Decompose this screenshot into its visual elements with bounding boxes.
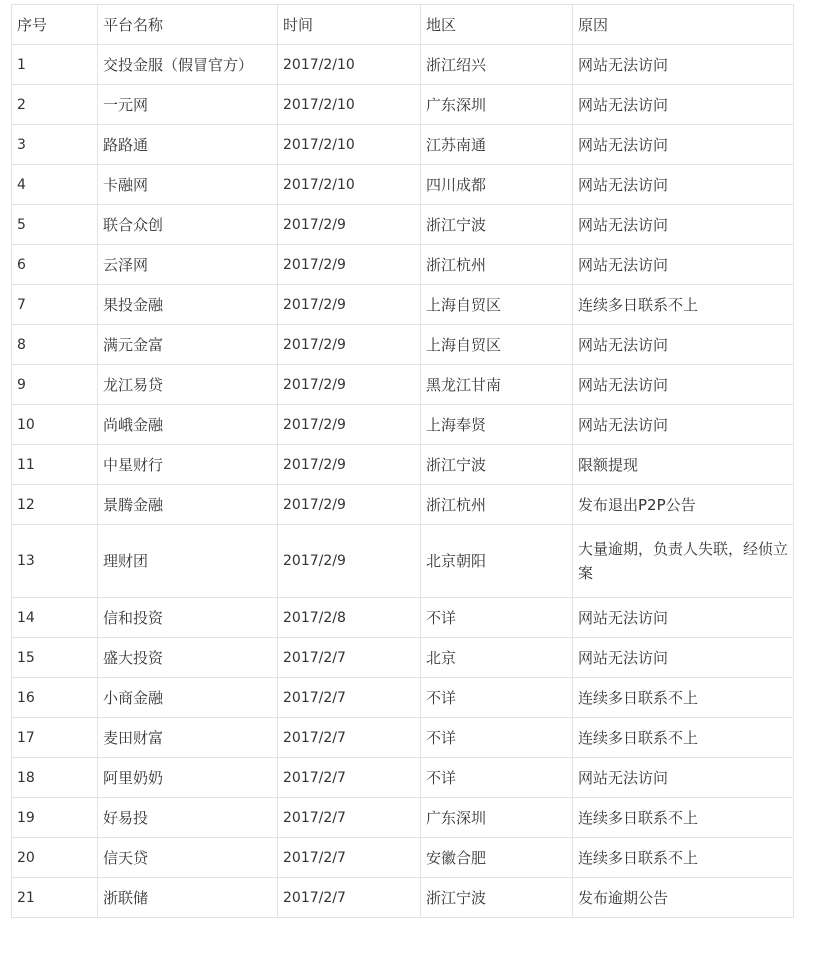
cell-reason: 网站无法访问 [573, 205, 794, 245]
cell-region: 上海奉贤 [421, 405, 573, 445]
table-row [12, 45, 794, 85]
cell-reason: 网站无法访问 [573, 85, 794, 125]
cell-reason: 网站无法访问 [573, 405, 794, 445]
platform-table [11, 4, 794, 918]
header-time: 时间 [278, 5, 421, 45]
cell-region: 不详 [421, 678, 573, 718]
table-row [12, 798, 794, 838]
cell-index: 20 [12, 838, 98, 878]
cell-time: 2017/2/9 [278, 405, 421, 445]
table-row [12, 245, 794, 285]
cell-platform: 信和投资 [98, 598, 278, 638]
table-row [12, 405, 794, 445]
cell-platform: 尚峨金融 [98, 405, 278, 445]
cell-region: 安徽合肥 [421, 838, 573, 878]
table-container [11, 4, 794, 918]
table-row [12, 445, 794, 485]
cell-reason: 连续多日联系不上 [573, 678, 794, 718]
cell-time: 2017/2/9 [278, 445, 421, 485]
cell-region: 上海自贸区 [421, 325, 573, 365]
cell-index: 10 [12, 405, 98, 445]
cell-platform: 阿里奶奶 [98, 758, 278, 798]
cell-index: 7 [12, 285, 98, 325]
cell-reason: 连续多日联系不上 [573, 718, 794, 758]
cell-region: 上海自贸区 [421, 285, 573, 325]
cell-index: 5 [12, 205, 98, 245]
table-row [12, 678, 794, 718]
table-row [12, 838, 794, 878]
cell-platform: 一元网 [98, 85, 278, 125]
cell-region: 不详 [421, 758, 573, 798]
cell-time: 2017/2/7 [278, 838, 421, 878]
cell-platform: 浙联储 [98, 878, 278, 918]
cell-region: 浙江杭州 [421, 485, 573, 525]
table-row [12, 598, 794, 638]
table-row [12, 638, 794, 678]
cell-reason: 网站无法访问 [573, 758, 794, 798]
cell-index: 11 [12, 445, 98, 485]
cell-reason: 网站无法访问 [573, 245, 794, 285]
cell-region: 不详 [421, 598, 573, 638]
cell-time: 2017/2/10 [278, 165, 421, 205]
cell-platform: 路路通 [98, 125, 278, 165]
table-row [12, 285, 794, 325]
cell-reason: 连续多日联系不上 [573, 285, 794, 325]
cell-index: 2 [12, 85, 98, 125]
table-row [12, 758, 794, 798]
cell-reason: 网站无法访问 [573, 125, 794, 165]
cell-reason: 连续多日联系不上 [573, 798, 794, 838]
cell-time: 2017/2/9 [278, 325, 421, 365]
cell-index: 18 [12, 758, 98, 798]
table-row [12, 85, 794, 125]
cell-platform: 理财团 [98, 525, 278, 598]
cell-index: 15 [12, 638, 98, 678]
cell-reason: 发布逾期公告 [573, 878, 794, 918]
header-row [12, 5, 794, 45]
cell-platform: 龙江易贷 [98, 365, 278, 405]
table-row [12, 485, 794, 525]
cell-platform: 卡融网 [98, 165, 278, 205]
cell-region: 江苏南通 [421, 125, 573, 165]
cell-index: 8 [12, 325, 98, 365]
cell-reason: 网站无法访问 [573, 45, 794, 85]
cell-index: 4 [12, 165, 98, 205]
cell-index: 12 [12, 485, 98, 525]
table-row [12, 878, 794, 918]
cell-time: 2017/2/9 [278, 205, 421, 245]
header-index: 序号 [12, 5, 98, 45]
table-row [12, 165, 794, 205]
cell-region: 广东深圳 [421, 85, 573, 125]
cell-time: 2017/2/9 [278, 245, 421, 285]
cell-index: 3 [12, 125, 98, 165]
cell-platform: 联合众创 [98, 205, 278, 245]
cell-platform: 景腾金融 [98, 485, 278, 525]
cell-time: 2017/2/9 [278, 485, 421, 525]
table-row [12, 718, 794, 758]
cell-region: 浙江宁波 [421, 878, 573, 918]
cell-reason: 发布退出P2P公告 [573, 485, 794, 525]
table-row [12, 325, 794, 365]
cell-index: 1 [12, 45, 98, 85]
cell-platform: 小商金融 [98, 678, 278, 718]
cell-time: 2017/2/9 [278, 285, 421, 325]
header-reason: 原因 [573, 5, 794, 45]
cell-region: 黑龙江甘南 [421, 365, 573, 405]
cell-platform: 好易投 [98, 798, 278, 838]
cell-index: 16 [12, 678, 98, 718]
cell-platform: 麦田财富 [98, 718, 278, 758]
cell-region: 广东深圳 [421, 798, 573, 838]
cell-time: 2017/2/9 [278, 525, 421, 598]
cell-reason: 网站无法访问 [573, 598, 794, 638]
cell-reason: 限额提现 [573, 445, 794, 485]
cell-reason: 网站无法访问 [573, 638, 794, 678]
cell-index: 21 [12, 878, 98, 918]
cell-reason: 网站无法访问 [573, 165, 794, 205]
cell-platform: 云泽网 [98, 245, 278, 285]
cell-region: 浙江宁波 [421, 445, 573, 485]
cell-time: 2017/2/7 [278, 878, 421, 918]
table-row [12, 525, 794, 598]
cell-region: 浙江杭州 [421, 245, 573, 285]
cell-time: 2017/2/7 [278, 718, 421, 758]
cell-time: 2017/2/9 [278, 365, 421, 405]
cell-time: 2017/2/7 [278, 798, 421, 838]
header-platform: 平台名称 [98, 5, 278, 45]
cell-platform: 中星财行 [98, 445, 278, 485]
cell-reason: 连续多日联系不上 [573, 838, 794, 878]
cell-region: 浙江宁波 [421, 205, 573, 245]
cell-time: 2017/2/10 [278, 125, 421, 165]
cell-time: 2017/2/10 [278, 85, 421, 125]
cell-reason: 大量逾期，负责人失联，经侦立案 [573, 525, 794, 598]
cell-index: 9 [12, 365, 98, 405]
cell-platform: 满元金富 [98, 325, 278, 365]
table-row [12, 205, 794, 245]
cell-index: 14 [12, 598, 98, 638]
cell-region: 浙江绍兴 [421, 45, 573, 85]
cell-index: 19 [12, 798, 98, 838]
cell-platform: 信天贷 [98, 838, 278, 878]
cell-platform: 盛大投资 [98, 638, 278, 678]
table-row [12, 365, 794, 405]
cell-time: 2017/2/10 [278, 45, 421, 85]
cell-reason: 网站无法访问 [573, 365, 794, 405]
cell-time: 2017/2/8 [278, 598, 421, 638]
cell-reason: 网站无法访问 [573, 325, 794, 365]
cell-region: 不详 [421, 718, 573, 758]
cell-index: 13 [12, 525, 98, 598]
cell-time: 2017/2/7 [278, 638, 421, 678]
cell-time: 2017/2/7 [278, 758, 421, 798]
cell-region: 四川成都 [421, 165, 573, 205]
cell-platform: 交投金服（假冒官方） [98, 45, 278, 85]
cell-platform: 果投金融 [98, 285, 278, 325]
cell-index: 17 [12, 718, 98, 758]
cell-region: 北京朝阳 [421, 525, 573, 598]
header-region: 地区 [421, 5, 573, 45]
cell-index: 6 [12, 245, 98, 285]
table-row [12, 125, 794, 165]
cell-region: 北京 [421, 638, 573, 678]
cell-time: 2017/2/7 [278, 678, 421, 718]
